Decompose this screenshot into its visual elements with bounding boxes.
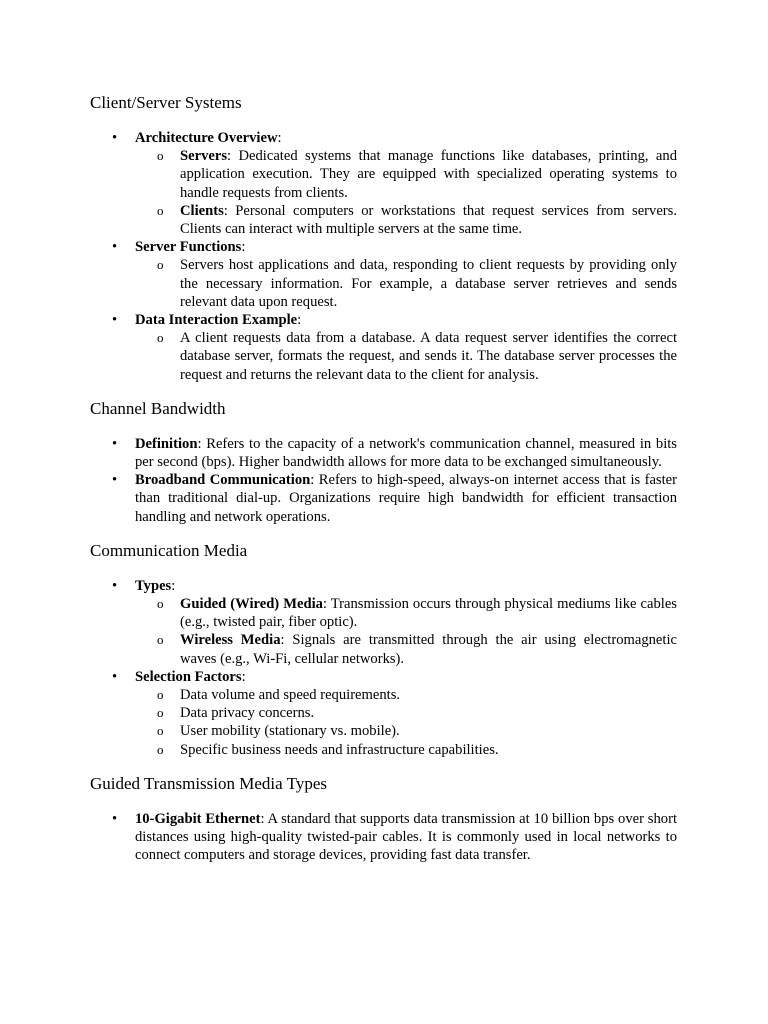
item-term: 10-Gigabit Ethernet xyxy=(135,810,261,827)
circle-bullet-icon: o xyxy=(157,257,164,273)
sub-list-item xyxy=(135,329,677,384)
list-item xyxy=(90,577,677,668)
sub-item-term: Guided (Wired) Media xyxy=(180,596,323,613)
sub-list xyxy=(135,147,677,238)
circle-bullet-icon: o xyxy=(157,687,164,703)
sub-list-item xyxy=(135,722,677,740)
item-text xyxy=(135,435,677,471)
bullet-icon: • xyxy=(112,130,118,146)
section-heading: Communication Media xyxy=(90,540,248,560)
item-text xyxy=(135,129,677,147)
list-item xyxy=(90,668,677,759)
item-term: Broadband Communication xyxy=(135,472,311,489)
sub-item-body: User mobility (stationary vs. mobile). xyxy=(180,723,400,740)
item-body: : xyxy=(297,312,302,329)
sub-item-body: Data volume and speed requirements. xyxy=(180,687,401,704)
bullet-list xyxy=(90,129,677,384)
bullet-list xyxy=(90,577,677,759)
bullet-icon: • xyxy=(112,668,118,685)
bullet-icon: • xyxy=(112,577,118,594)
item-body: : A standard that supports data transmission at 10 billion bps over short distances using high-quality twisted-pair cables. It is commonly used in local networks to connect computers and storage devices, providing fast data transfer. xyxy=(135,810,677,864)
sub-item-term: Servers xyxy=(180,148,228,165)
circle-bullet-icon: o xyxy=(157,632,164,648)
section xyxy=(90,92,677,384)
circle-bullet-icon: o xyxy=(157,705,164,721)
sub-list xyxy=(135,686,677,759)
list-item xyxy=(90,311,677,384)
circle-bullet-icon: o xyxy=(157,148,164,164)
bullet-list xyxy=(90,435,677,526)
document-page xyxy=(90,92,677,879)
section-heading: Channel Bandwidth xyxy=(90,398,226,418)
sub-item-body: : Dedicated systems that manage functions like databases, printing, and application execution. They are equipped with specialized operating systems to handle requests from clients. xyxy=(180,148,677,201)
item-text xyxy=(135,471,677,526)
sub-list xyxy=(135,256,677,311)
section xyxy=(90,540,677,759)
sub-list-item xyxy=(135,202,677,238)
bullet-icon: • xyxy=(112,435,118,452)
item-body: : xyxy=(171,577,176,594)
sub-list-item xyxy=(135,256,677,311)
item-text xyxy=(135,311,677,329)
section-heading: Guided Transmission Media Types xyxy=(90,773,327,793)
sub-item-body: Servers host applications and data, responding to client requests by providing only the necessary information. For example, a database server retrieves and sends relevant data upon request. xyxy=(180,257,677,310)
sub-item-body: Data privacy concerns. xyxy=(180,705,315,722)
section xyxy=(90,773,677,865)
item-term: Architecture Overview xyxy=(135,130,278,146)
section-heading: Client/Server Systems xyxy=(90,93,242,112)
sub-item-body: : Personal computers or workstations that request services from servers. Clients can interact with multiple servers at the same time. xyxy=(180,202,677,238)
sub-item-term: Clients xyxy=(180,202,224,219)
sub-list-item xyxy=(135,741,677,759)
item-term: Types xyxy=(135,577,172,594)
item-term: Definition xyxy=(135,435,198,452)
list-item xyxy=(90,810,677,865)
sub-item-body: Specific business needs and infrastructure capabilities. xyxy=(180,741,499,758)
sub-list xyxy=(135,595,677,668)
item-text xyxy=(135,238,677,256)
item-body: : xyxy=(241,239,246,256)
bullet-icon: • xyxy=(112,810,118,827)
circle-bullet-icon: o xyxy=(157,723,164,739)
list-item xyxy=(90,435,677,471)
circle-bullet-icon: o xyxy=(157,741,164,757)
circle-bullet-icon: o xyxy=(157,330,164,346)
bullet-icon: • xyxy=(112,239,118,256)
item-body: : xyxy=(241,668,246,685)
list-item xyxy=(90,129,677,238)
sub-list-item xyxy=(135,595,677,631)
sub-list-item xyxy=(135,147,677,202)
sub-item-term: Wireless Media xyxy=(180,632,281,649)
item-body: : Refers to high-speed, always-on internet access that is faster than traditional dial-up. Organizations require high bandwidth for efficient transaction handling and network operations. xyxy=(135,472,677,525)
section xyxy=(90,398,677,526)
sub-item-body: : Signals are transmitted through the air using electromagnetic waves (e.g., Wi-Fi, cellular networks). xyxy=(180,632,677,667)
sub-list-item xyxy=(135,686,677,704)
bullet-icon: • xyxy=(112,312,118,329)
sub-list-item xyxy=(135,631,677,667)
sub-list-item xyxy=(135,704,677,722)
item-term: Selection Factors xyxy=(135,668,242,685)
sub-list xyxy=(135,329,677,384)
bullet-list xyxy=(90,810,677,865)
list-item xyxy=(90,238,677,311)
sub-item-body: : Transmission occurs through physical mediums like cables (e.g., twisted pair, fiber optic). xyxy=(180,596,677,631)
item-text xyxy=(135,810,677,865)
item-term: Server Functions xyxy=(135,239,242,256)
sub-item-body: A client requests data from a database. A data request server identifies the correct database server, formats the request, and sends it. The database server processes the request and returns the relevant data to the client for analysis. xyxy=(180,330,677,383)
circle-bullet-icon: o xyxy=(157,202,164,218)
item-text xyxy=(135,668,677,686)
bullet-icon: • xyxy=(112,472,118,489)
item-body: : xyxy=(277,130,282,146)
item-body: : Refers to the capacity of a network's communication channel, measured in bits per second (bps). Higher bandwidth allows for more data to be exchanged simultaneously. xyxy=(135,435,677,471)
circle-bullet-icon: o xyxy=(157,596,164,612)
item-term: Data Interaction Example xyxy=(135,312,298,329)
list-item xyxy=(90,471,677,526)
item-text xyxy=(135,577,677,595)
